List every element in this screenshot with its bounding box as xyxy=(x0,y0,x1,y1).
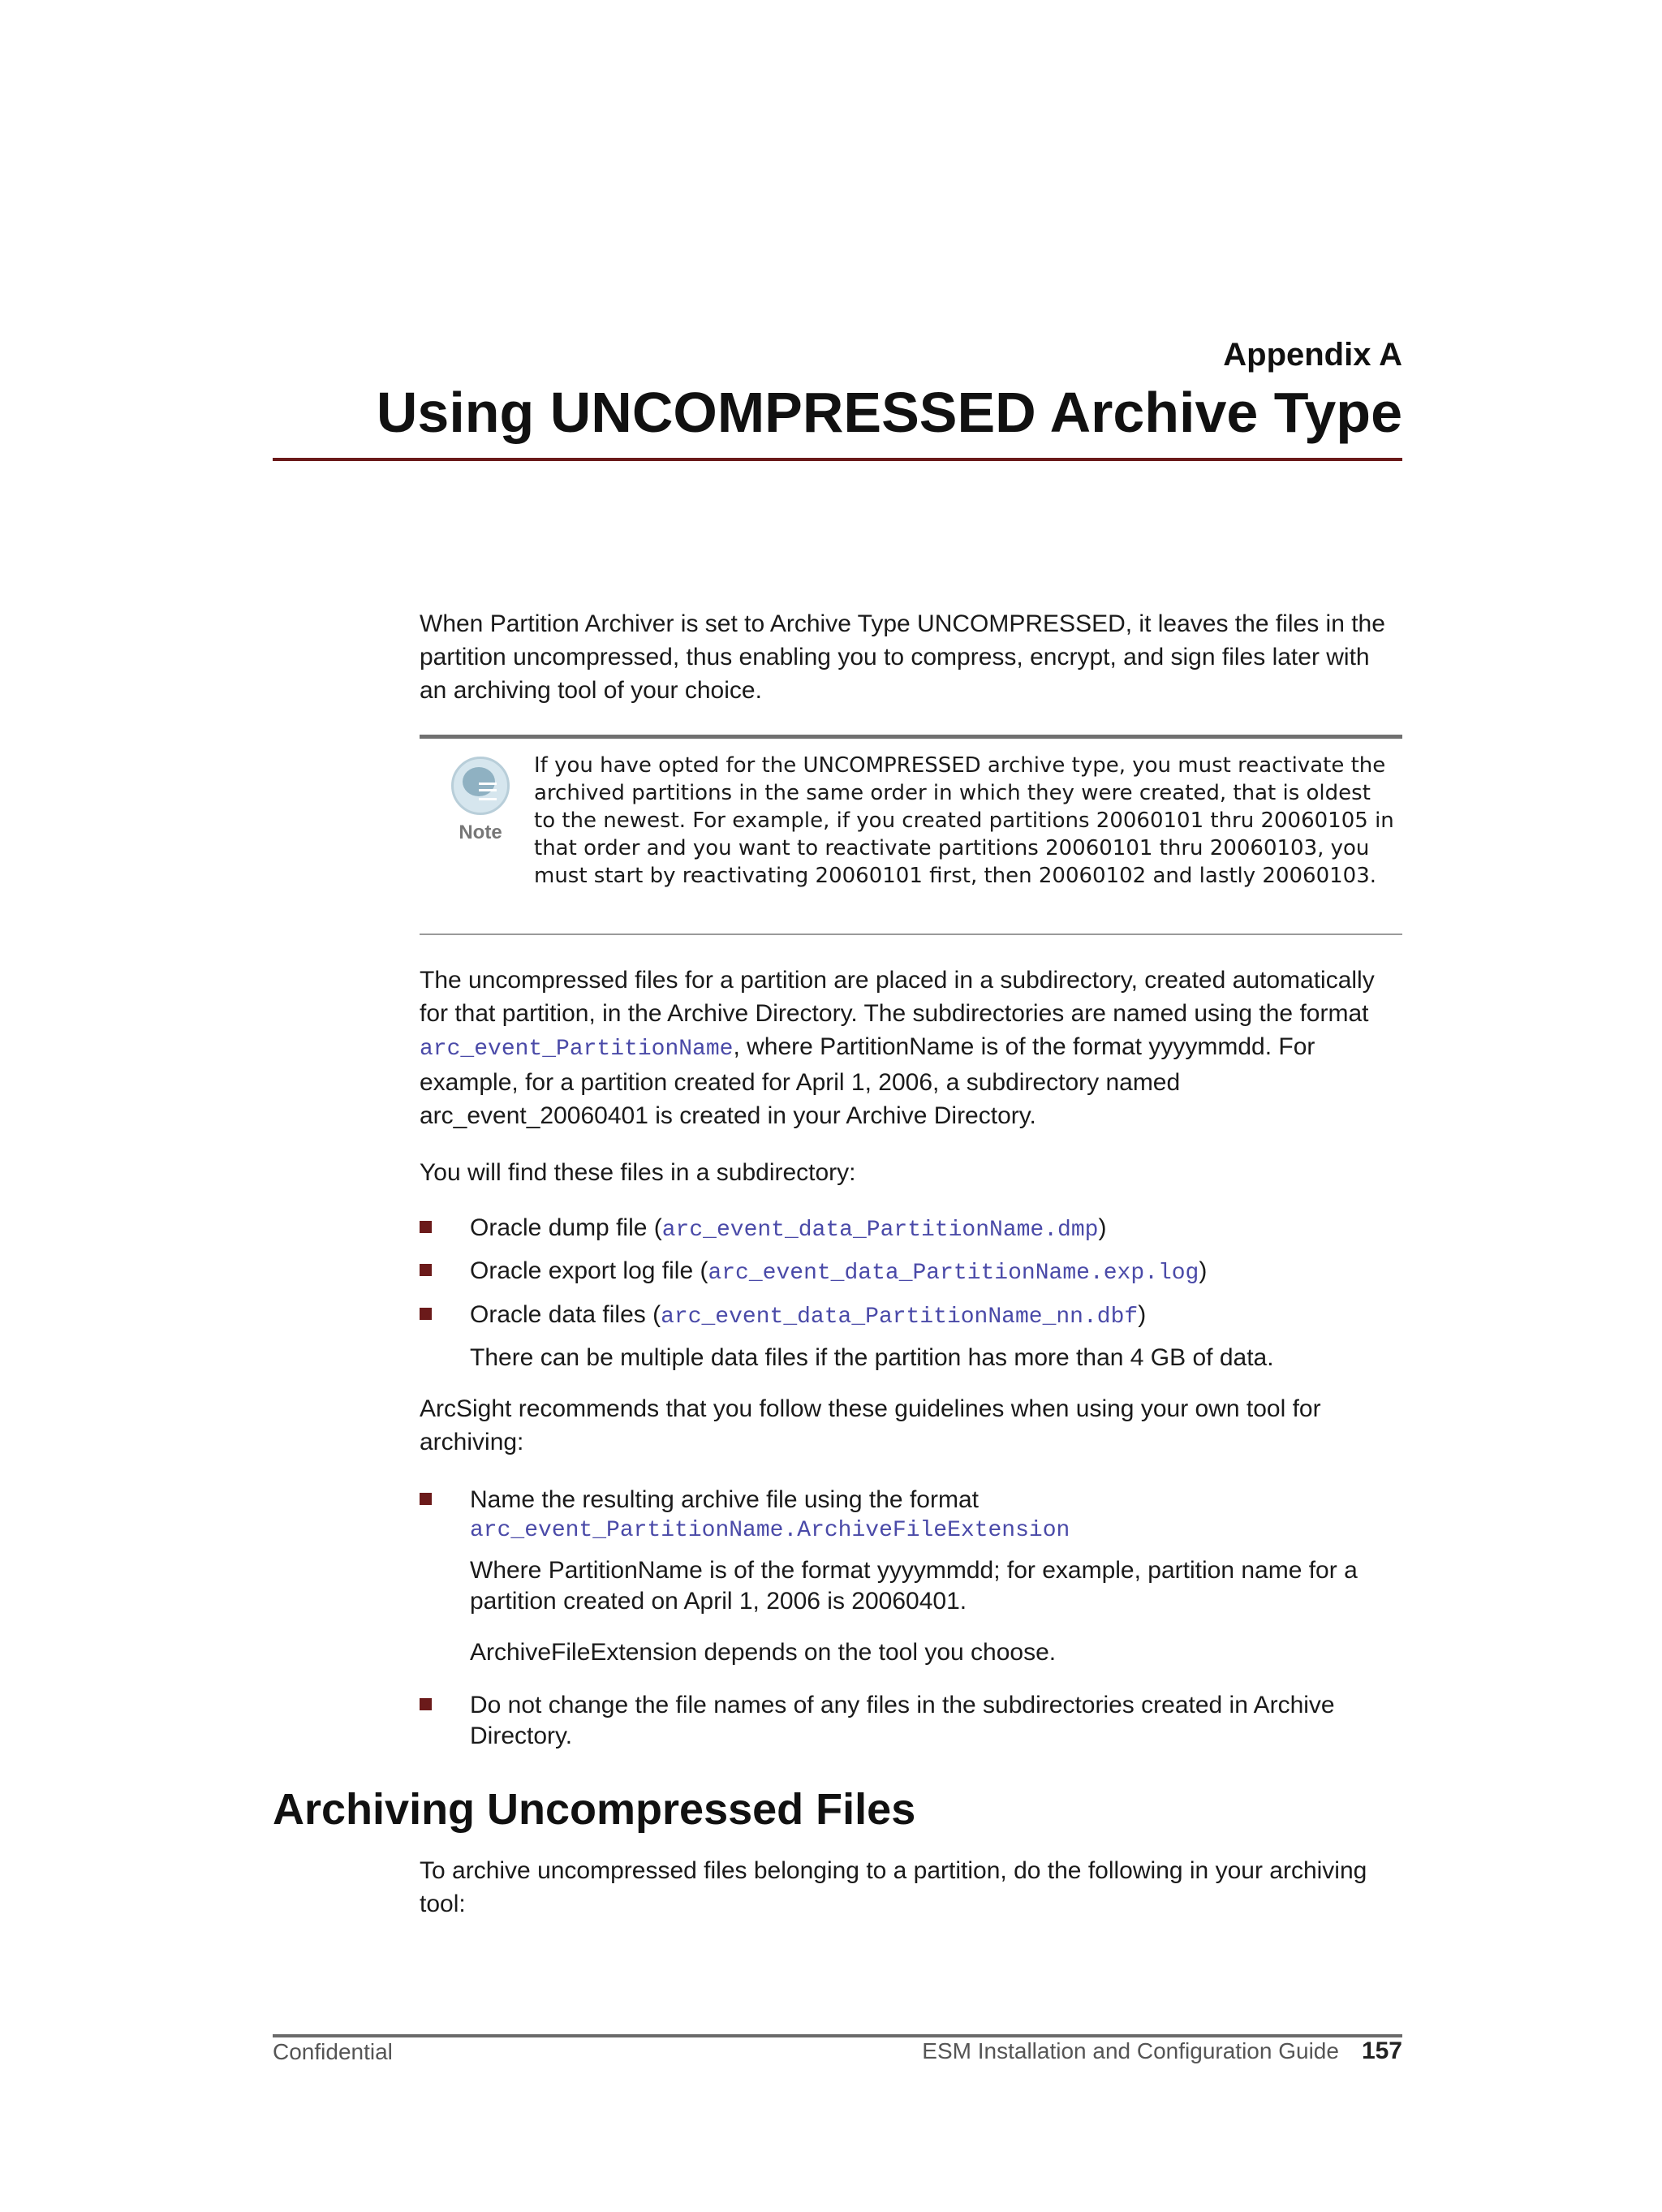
guideline-1-code: arc_event_PartitionName.ArchiveFileExtension xyxy=(470,1518,1070,1543)
note-callout xyxy=(420,735,1402,935)
bullet-icon xyxy=(420,1698,432,1710)
files-note: There can be multiple data files if the partition has more than 4 GB of data. xyxy=(470,1344,1274,1371)
files-intro: You will find these files in a subdirectory: xyxy=(420,1159,856,1186)
guideline-1-sub-2: ArchiveFileExtension depends on the tool you choose. xyxy=(470,1639,1057,1666)
bullet-icon xyxy=(420,1493,432,1505)
subdirectory-paragraph xyxy=(420,964,1402,1132)
subdir-format-code: arc_event_PartitionName xyxy=(420,1037,734,1062)
file-item-text: Oracle dump file (arc_event_data_PartitionName.dmp) xyxy=(470,1214,1107,1243)
intro-section xyxy=(420,607,1402,707)
guidelines-intro: ArcSight recommends that you follow these guidelines when using your own tool for archiving: xyxy=(420,1395,1321,1455)
appendix-label: Appendix A xyxy=(1223,337,1402,373)
footer-confidential: Confidential xyxy=(273,2039,393,2064)
intro-paragraph: When Partition Archiver is set to Archive Type UNCOMPRESSED, it leaves the files in the partition uncompressed, thus enabling you to compress, encrypt, and sign files later with an archiving tool of your choice. xyxy=(420,610,1385,704)
bullet-icon xyxy=(420,1308,432,1320)
section-body xyxy=(420,1854,1402,1921)
files-intro-section xyxy=(420,1156,1402,1189)
footer-guide xyxy=(922,2037,1402,2065)
note-label: Note xyxy=(459,821,502,843)
note-icon-group xyxy=(436,757,525,844)
file-code: arc_event_data_PartitionName_nn.dbf xyxy=(661,1304,1139,1330)
subdir-text-2: , where PartitionName is of the format yyyymmdd. For example, for a partition created for April 1, 2006, a subdirectory named arc_event_20060401 is created in your Archive Directory. xyxy=(420,1033,1315,1129)
page-number: 157 xyxy=(1361,2037,1402,2064)
title-divider xyxy=(273,458,1402,461)
guideline-1-text: Name the resulting archive file using the format xyxy=(470,1486,979,1513)
file-code: arc_event_data_PartitionName.exp.log xyxy=(708,1261,1199,1286)
note-icon xyxy=(451,757,510,815)
section-paragraph: To archive uncompressed files belonging to a partition, do the following in your archiving tool: xyxy=(420,1857,1367,1917)
file-item-text: Oracle data files (arc_event_data_PartitionName_nn.dbf) xyxy=(470,1301,1147,1330)
guideline-1-sub-1: Where PartitionName is of the format yyyymmdd; for example, partition name for a partition created on April 1, 2006 is 20060401. xyxy=(470,1557,1358,1615)
bullet-icon xyxy=(420,1221,432,1233)
guideline-text xyxy=(470,1485,1402,1546)
bullet-icon xyxy=(420,1264,432,1276)
chapter-title: Using UNCOMPRESSED Archive Type xyxy=(376,381,1402,444)
guideline-2-text: Do not change the file names of any files in the subdirectories created in Archive Directory. xyxy=(470,1692,1335,1749)
section-heading: Archiving Uncompressed Files xyxy=(273,1785,916,1834)
footer-guide-title: ESM Installation and Configuration Guide xyxy=(922,2038,1339,2063)
subdirectory-section xyxy=(420,964,1402,1132)
subdir-text-1: The uncompressed files for a partition are placed in a subdirectory, created automatically for that partition, in the Archive Directory. The subdirectories are named using the format xyxy=(420,967,1375,1027)
guidelines-intro-section xyxy=(420,1392,1402,1459)
note-text: If you have opted for the UNCOMPRESSED archive type, you must reactivate the archived partitions in the same order in which they were created, that is oldest to the newest. For example, if you created partitions 20060101 thru 20060105 in that order and you want to reactivate partitions 20060101 thru 20060103, you must start by reactivating 20060101 first, then 20060102 and lastly 20060103. xyxy=(534,753,1394,888)
file-item-text: Oracle export log file (arc_event_data_PartitionName.exp.log) xyxy=(470,1257,1208,1286)
file-code: arc_event_data_PartitionName.dmp xyxy=(661,1218,1099,1243)
